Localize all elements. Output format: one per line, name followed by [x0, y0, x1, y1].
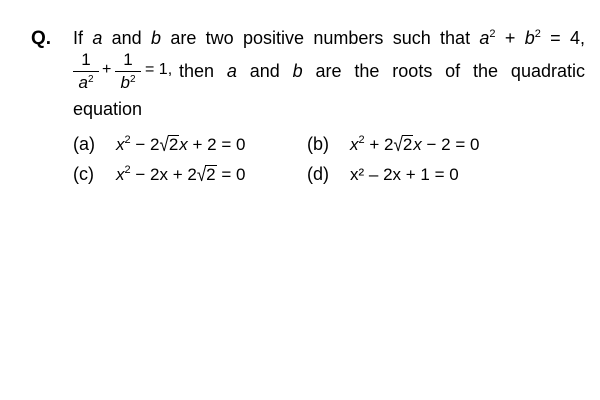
- plus-sign: +: [102, 61, 112, 78]
- option-b[interactable]: [307, 134, 479, 155]
- question-line-1: [73, 28, 585, 49]
- fraction-bar: [73, 71, 99, 72]
- fraction-denominator: $a^2$: [78, 73, 94, 92]
- fraction-one-over-a-squared: [73, 50, 99, 93]
- question-label: Q.: [31, 28, 52, 49]
- fraction-one-over-b-squared: [115, 50, 141, 93]
- option-c-label: (c): [73, 164, 94, 184]
- square-root-symbol: √2: [196, 163, 216, 186]
- fraction-denominator: $b^2$: [120, 73, 136, 92]
- option-c-equation: $x^2 - 2x + 2√2 = 0$: [116, 163, 246, 186]
- option-d-label: (d): [307, 164, 329, 184]
- question-line-2: [73, 50, 585, 96]
- fraction-bar: [115, 71, 141, 72]
- square-root-symbol: √2: [159, 133, 179, 156]
- fraction-numerator: 1: [123, 50, 133, 69]
- question-text-2: then a and b are the roots of the quadratic: [179, 61, 585, 81]
- fraction-numerator: 1: [81, 50, 91, 69]
- option-c[interactable]: [73, 164, 245, 185]
- option-a[interactable]: [73, 134, 245, 155]
- question-text-1: If a and b are two positive numbers such that $a^2 + b^2 = 4$,: [73, 28, 585, 48]
- equals-one: = 1,: [145, 61, 173, 78]
- option-b-label: (b): [307, 134, 329, 154]
- option-b-equation: $x^2 + 2√2x - 2 = 0$: [350, 133, 480, 156]
- option-a-label: (a): [73, 134, 95, 154]
- option-d[interactable]: [307, 164, 459, 185]
- question-line-3: equation: [73, 99, 143, 119]
- option-a-equation: $x^2 - 2√2x + 2 = 0$: [116, 133, 246, 156]
- square-root-symbol: √2: [393, 133, 413, 156]
- option-d-equation: x² – 2x + 1 = 0: [350, 165, 459, 184]
